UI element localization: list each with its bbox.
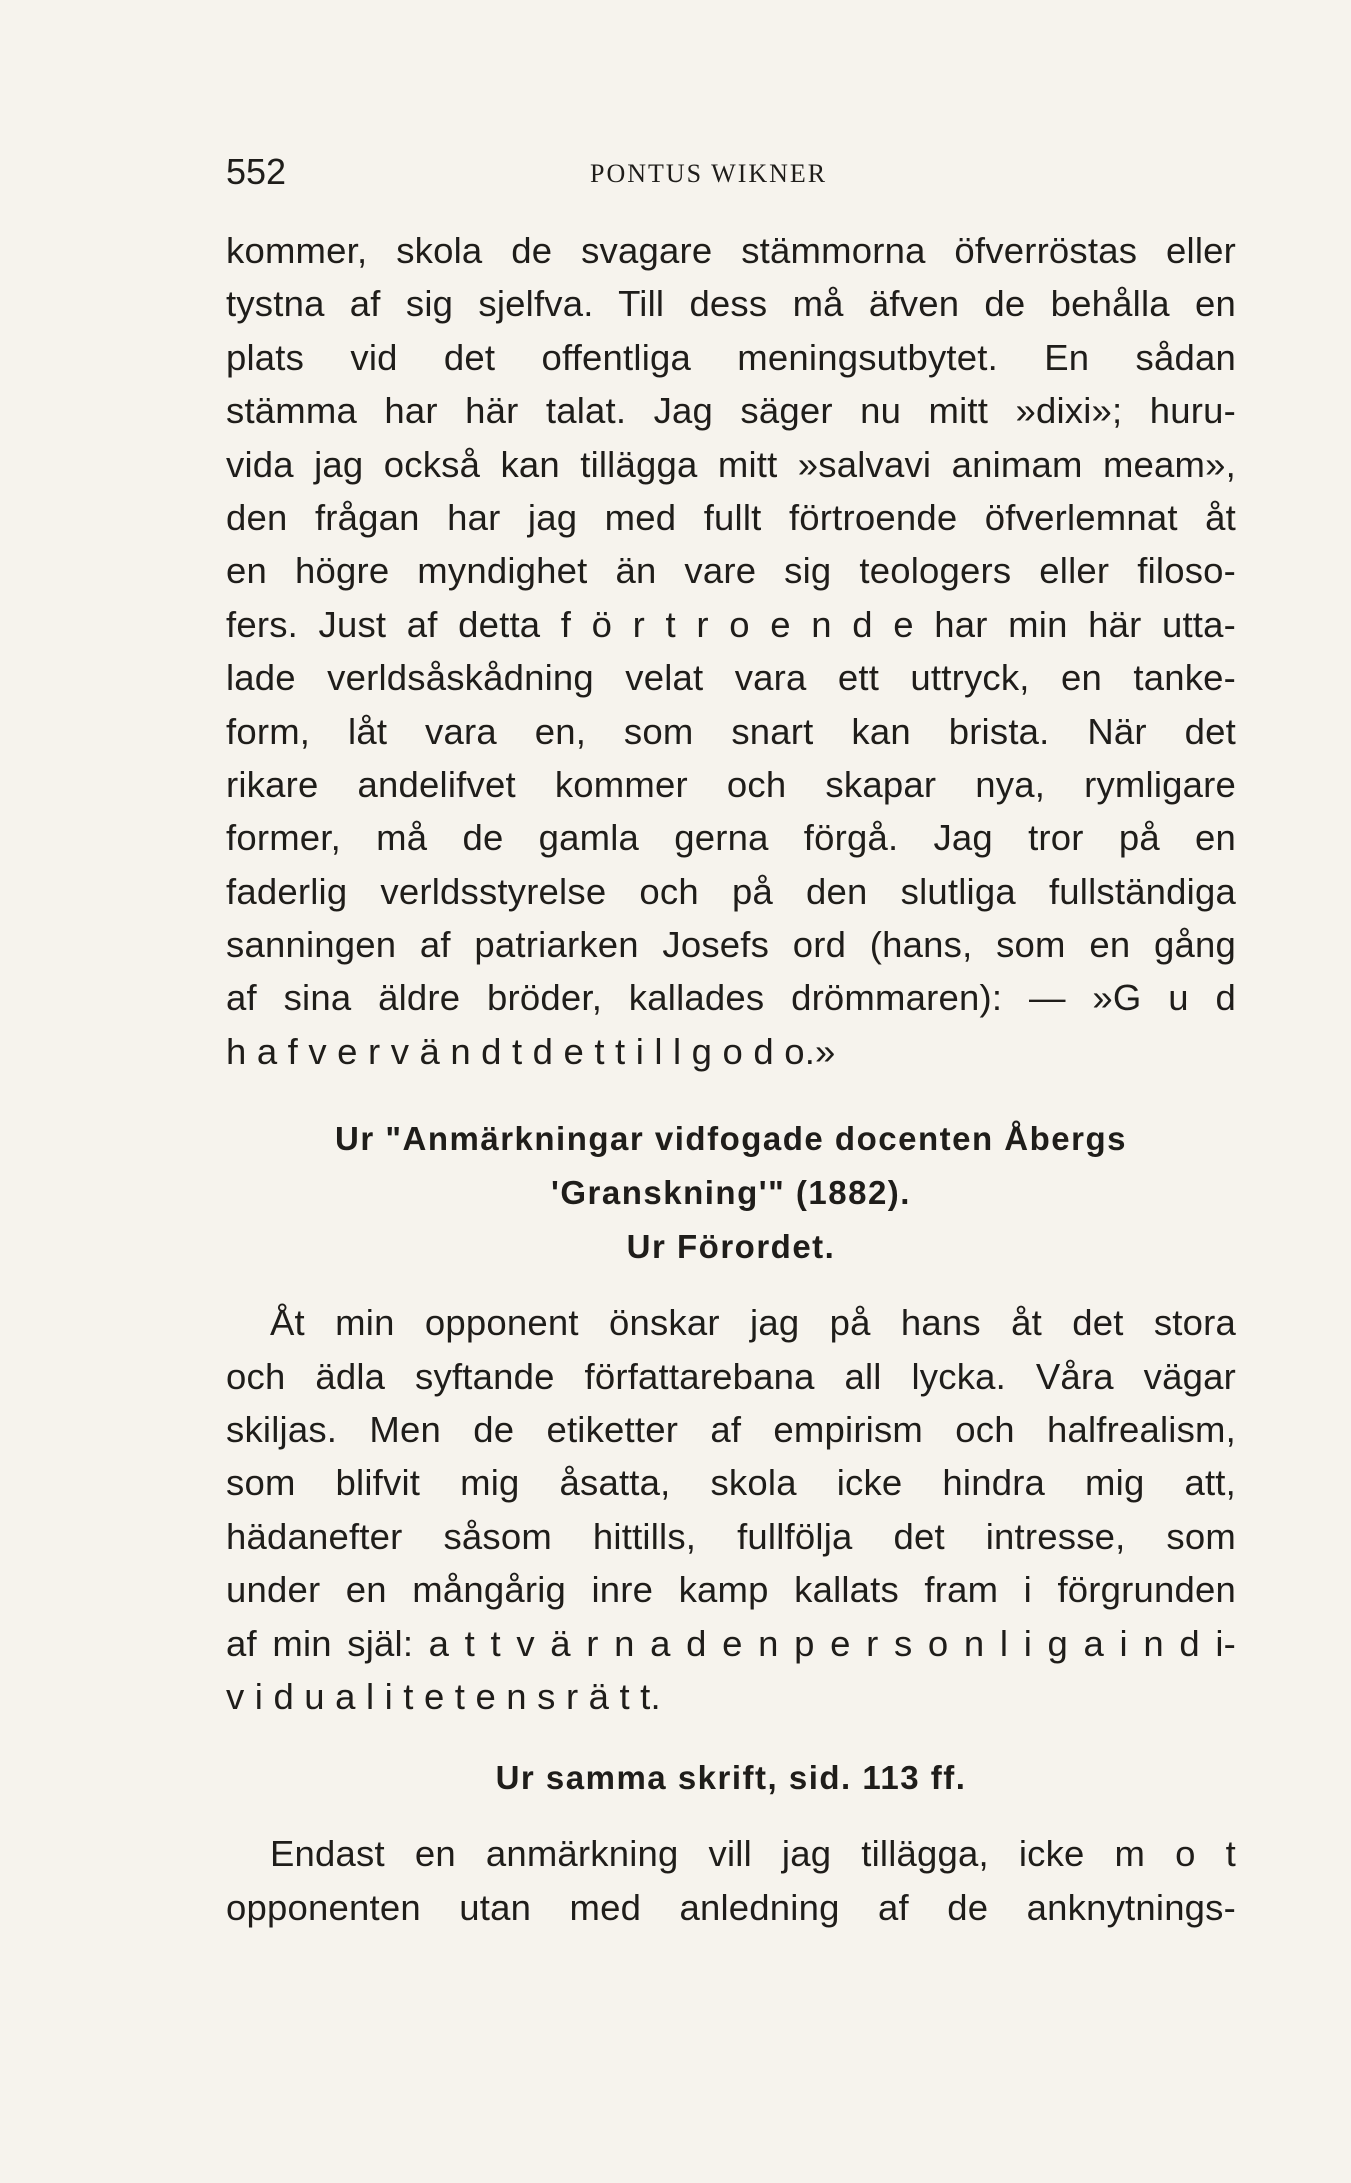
text-line: den frågan har jag med fullt förtroende öfverlemnat åt <box>226 496 1236 538</box>
text-line: h a f v e r v ä n d t d e t t i l l g o d o.» <box>226 1030 836 1072</box>
text-line: form, låt vara en, som snart kan brista. När det <box>226 710 1236 752</box>
text-line: kommer, skola de svagare stämmorna öfverröstas eller <box>226 230 1236 271</box>
heading-line: Ur "Anmärkningar vidfogade docenten Åbergs <box>335 1120 1127 1158</box>
text-line: opponenten utan med anledning af de anknytnings- <box>226 1886 1236 1928</box>
text-line: och ädla syftande författarebana all lycka. Våra vägar <box>226 1355 1236 1397</box>
running-head <box>226 150 1236 198</box>
paragraph-conclusion <box>226 224 1236 1078</box>
text-line: af min själ: a t t v ä r n a d e n p e r s o n l i g a i n d i- <box>226 1622 1236 1664</box>
text-line: former, må de gamla gerna förgå. Jag tror på en <box>226 817 1236 859</box>
text-line: tystna af sig sjelfva. Till dess må äfven de behålla en <box>226 283 1236 325</box>
text-line: af sina äldre bröder, kallades drömmaren): — »G u d <box>226 977 1236 1019</box>
text-line: fers. Just af detta f ö r t r o e n d e har min här utta- <box>226 603 1236 645</box>
section-heading <box>226 1112 1236 1274</box>
text-line: Åt min opponent önskar jag på hans åt det stora <box>270 1302 1236 1344</box>
section-heading: Ur samma skrift, sid. 113 ff. <box>495 1759 967 1797</box>
text-line: faderlig verldsstyrelse och på den slutliga fullständiga <box>226 870 1236 912</box>
paragraph-foreword <box>226 1296 1236 1723</box>
book-page <box>226 150 1236 1934</box>
text-line: stämma har här talat. Jag säger nu mitt »dixi»; huru- <box>226 390 1236 432</box>
text-line: rikare andelifvet kommer och skapar nya, rymligare <box>226 763 1236 805</box>
subheading: Ur Förordet. <box>626 1228 836 1266</box>
running-title: PONTUS WIKNER <box>590 159 828 188</box>
text-line: hädanefter såsom hittills, fullfölja det intresse, som <box>226 1515 1236 1557</box>
page-number: 552 <box>226 151 287 192</box>
text-line: plats vid det offentliga meningsutbytet. En sådan <box>226 336 1236 378</box>
text-line: sanningen af patriarken Josefs ord (hans, som en gång <box>226 924 1236 966</box>
text-line: vida jag också kan tillägga mitt »salvavi animam meam», <box>226 443 1236 485</box>
text-line: Endast en anmärkning vill jag tillägga, icke m o t <box>270 1833 1236 1875</box>
text-line: under en mångårig inre kamp kallats fram i förgrunden <box>226 1569 1236 1611</box>
text-line: skiljas. Men de etiketter af empirism och halfrealism, <box>226 1409 1236 1451</box>
text-line: en högre myndighet än vare sig teologers eller filoso- <box>226 550 1236 592</box>
text-line: v i d u a l i t e t e n s r ä t t. <box>226 1675 661 1717</box>
paragraph-remark <box>226 1827 1236 1934</box>
text-line: lade verldsåskådning velat vara ett uttryck, en tanke- <box>226 657 1236 699</box>
heading-line: 'Granskning'" (1882). <box>551 1174 911 1212</box>
text-line: som blifvit mig åsatta, skola icke hindra mig att, <box>226 1462 1236 1504</box>
